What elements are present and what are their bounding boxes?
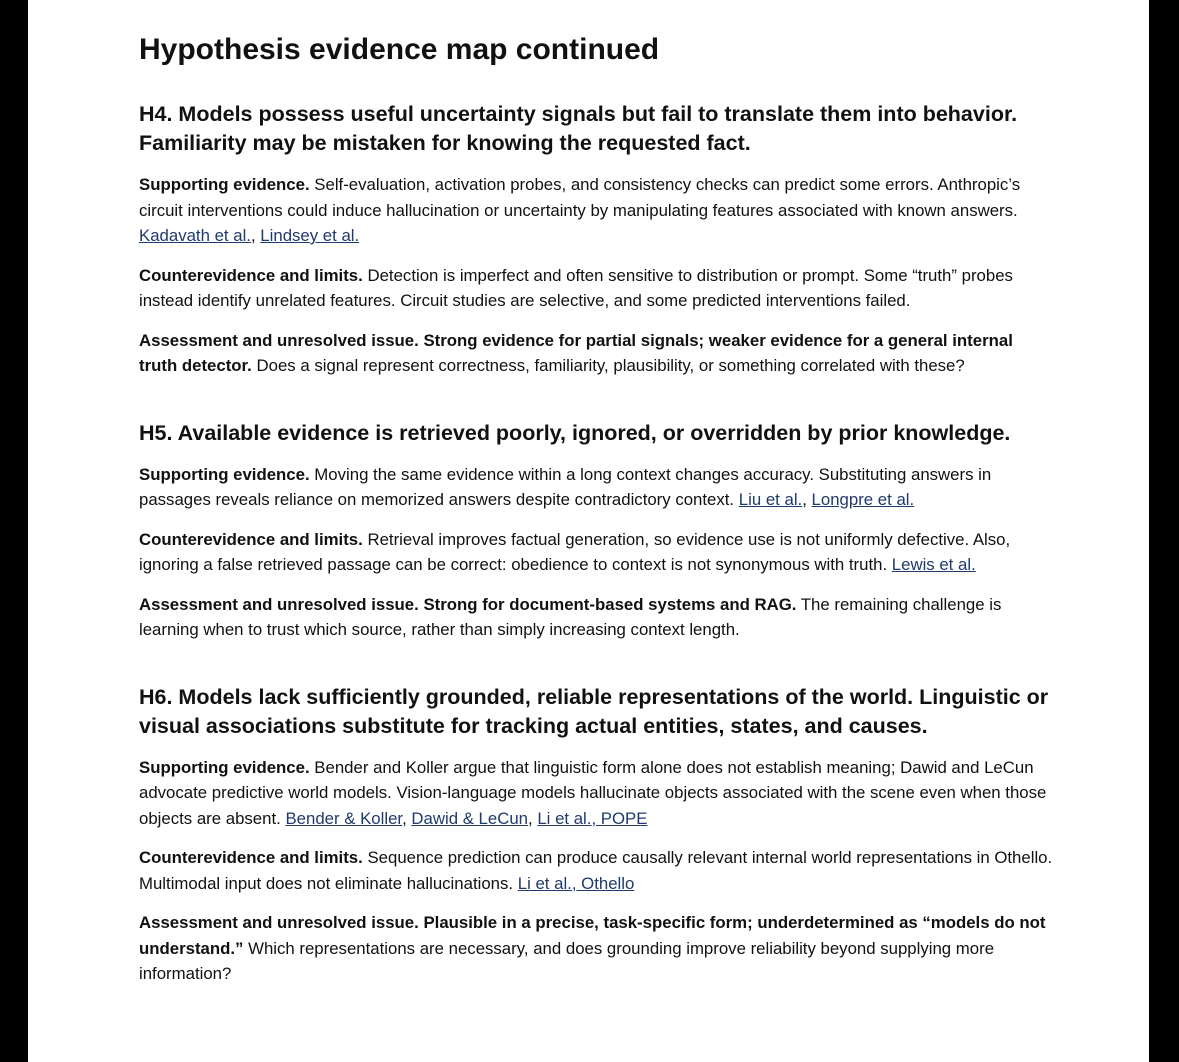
citation-link[interactable]: Liu et al. bbox=[738, 490, 803, 509]
section-h6 bbox=[139, 683, 1054, 987]
document-page bbox=[139, 30, 1054, 1001]
counter-text: Sequence prediction can produce causally relevant internal world representations in Othello. Multimodal input does not eliminate hallucinations. bbox=[139, 848, 1053, 893]
supporting-evidence-paragraph: Supporting evidence. Moving the same evidence within a long context changes accuracy. Substituting answers in passages reveals reliance on memorized answers despite contradictory context. Liu et al., Longpre et al. bbox=[139, 464, 992, 509]
assessment-label: Assessment and unresolved issue. Strong evidence for partial signals; weaker evidence for a general internal truth detector. bbox=[139, 330, 1013, 375]
supporting-text: Bender and Koller argue that linguistic form alone does not establish meaning; Dawid and LeCun advocate predictive world models. Vision-language models hallucinate objects associated with the scene even when those objects are absent. bbox=[139, 757, 1047, 828]
counter-label: Counterevidence and limits. bbox=[139, 848, 363, 867]
left-border bbox=[0, 0, 28, 1062]
counterevidence-paragraph bbox=[139, 845, 1054, 896]
section-h4 bbox=[139, 100, 1054, 379]
citation-link[interactable]: Dawid & LeCun bbox=[411, 808, 529, 828]
citation-link[interactable]: Longpre et al. bbox=[811, 490, 915, 509]
supporting-text: Self-evaluation, activation probes, and consistency checks can predict some errors. Anthropic’s circuit interventions could induce hallucination or uncertainty by manipulating features associated with known answers. bbox=[139, 175, 1021, 220]
citation-link[interactable]: Kadavath et al. bbox=[139, 226, 251, 245]
supporting-text: Moving the same evidence within a long context changes accuracy. Substituting answers in passages reveals reliance on memorized answers despite contradictory context. bbox=[139, 464, 992, 509]
citation-link[interactable]: Li et al., Othello bbox=[517, 873, 635, 893]
counter-label: Counterevidence and limits. bbox=[139, 265, 363, 285]
section-heading: H4. Models possess useful uncertainty signals but fail to translate them into behavior. Familiarity may be mistaken for knowing the requested fact. bbox=[139, 102, 1018, 155]
section-heading: H5. Available evidence is retrieved poorly, ignored, or overridden by prior knowledge. bbox=[139, 420, 1011, 445]
assessment-text: The remaining challenge is learning when to trust which source, rather than simply increasing context length. bbox=[139, 594, 1002, 639]
assessment-paragraph bbox=[139, 910, 1054, 987]
counterevidence-paragraph bbox=[139, 263, 1054, 314]
counter-text: Detection is imperfect and often sensitive to distribution or prompt. Some “truth” probes instead identify unrelated features. Circuit studies are selective, and some predicted interventions failed. bbox=[139, 265, 1013, 310]
citation-link[interactable]: Li et al., POPE bbox=[537, 808, 648, 828]
page-title: Hypothesis evidence map continued bbox=[139, 33, 660, 66]
assessment-paragraph bbox=[139, 592, 1054, 643]
citation-link[interactable]: Bender & Koller bbox=[285, 808, 403, 828]
counter-text: Retrieval improves factual generation, so evidence use is not uniformly defective. Also, ignoring a false retrieved passage can be correct: obedience to context is not synonymous with truth. bbox=[139, 529, 1011, 574]
right-border bbox=[1149, 0, 1179, 1062]
citation-link[interactable]: Lewis et al. bbox=[891, 555, 976, 574]
supporting-label: Supporting evidence. bbox=[139, 175, 310, 194]
citation-link[interactable]: Lindsey et al. bbox=[260, 226, 360, 245]
counter-label: Counterevidence and limits. bbox=[139, 529, 363, 549]
counterevidence-paragraph bbox=[139, 527, 1054, 578]
assessment-label: Assessment and unresolved issue. Strong for document-based systems and RAG. bbox=[139, 594, 797, 614]
section-heading: H6. Models lack sufficiently grounded, reliable representations of the world. Linguistic or visual associations substitute for tracking actual entities, states, and causes. bbox=[139, 684, 1049, 738]
assessment-label: Assessment and unresolved issue. Plausible in a precise, task-specific form; underdetermined as “models do not understand.” bbox=[139, 913, 1046, 958]
supporting-label: Supporting evidence. bbox=[139, 757, 310, 777]
assessment-text: Which representations are necessary, and does grounding improve reliability beyond supplying more information? bbox=[139, 938, 995, 983]
supporting-evidence-paragraph: Supporting evidence. Self-evaluation, activation probes, and consistency checks can predict some errors. Anthropic’s circuit interventions could induce hallucination or uncertainty by manipulating features associated with known answers. Kadavath et al., Lindsey et al. bbox=[139, 175, 1021, 245]
supporting-label: Supporting evidence. bbox=[139, 464, 310, 484]
supporting-evidence-paragraph: Supporting evidence. Bender and Koller argue that linguistic form alone does not establish meaning; Dawid and LeCun advocate predictive world models. Vision-language models hallucinate objects associated with the scene even when those objects are absent. Bender & Koller, Dawid & LeCun, Li et al., POPE bbox=[139, 757, 1047, 828]
assessment-paragraph bbox=[139, 328, 1054, 379]
section-h5 bbox=[139, 419, 1054, 643]
assessment-text: Does a signal represent correctness, familiarity, plausibility, or something correlated with these? bbox=[251, 356, 965, 375]
